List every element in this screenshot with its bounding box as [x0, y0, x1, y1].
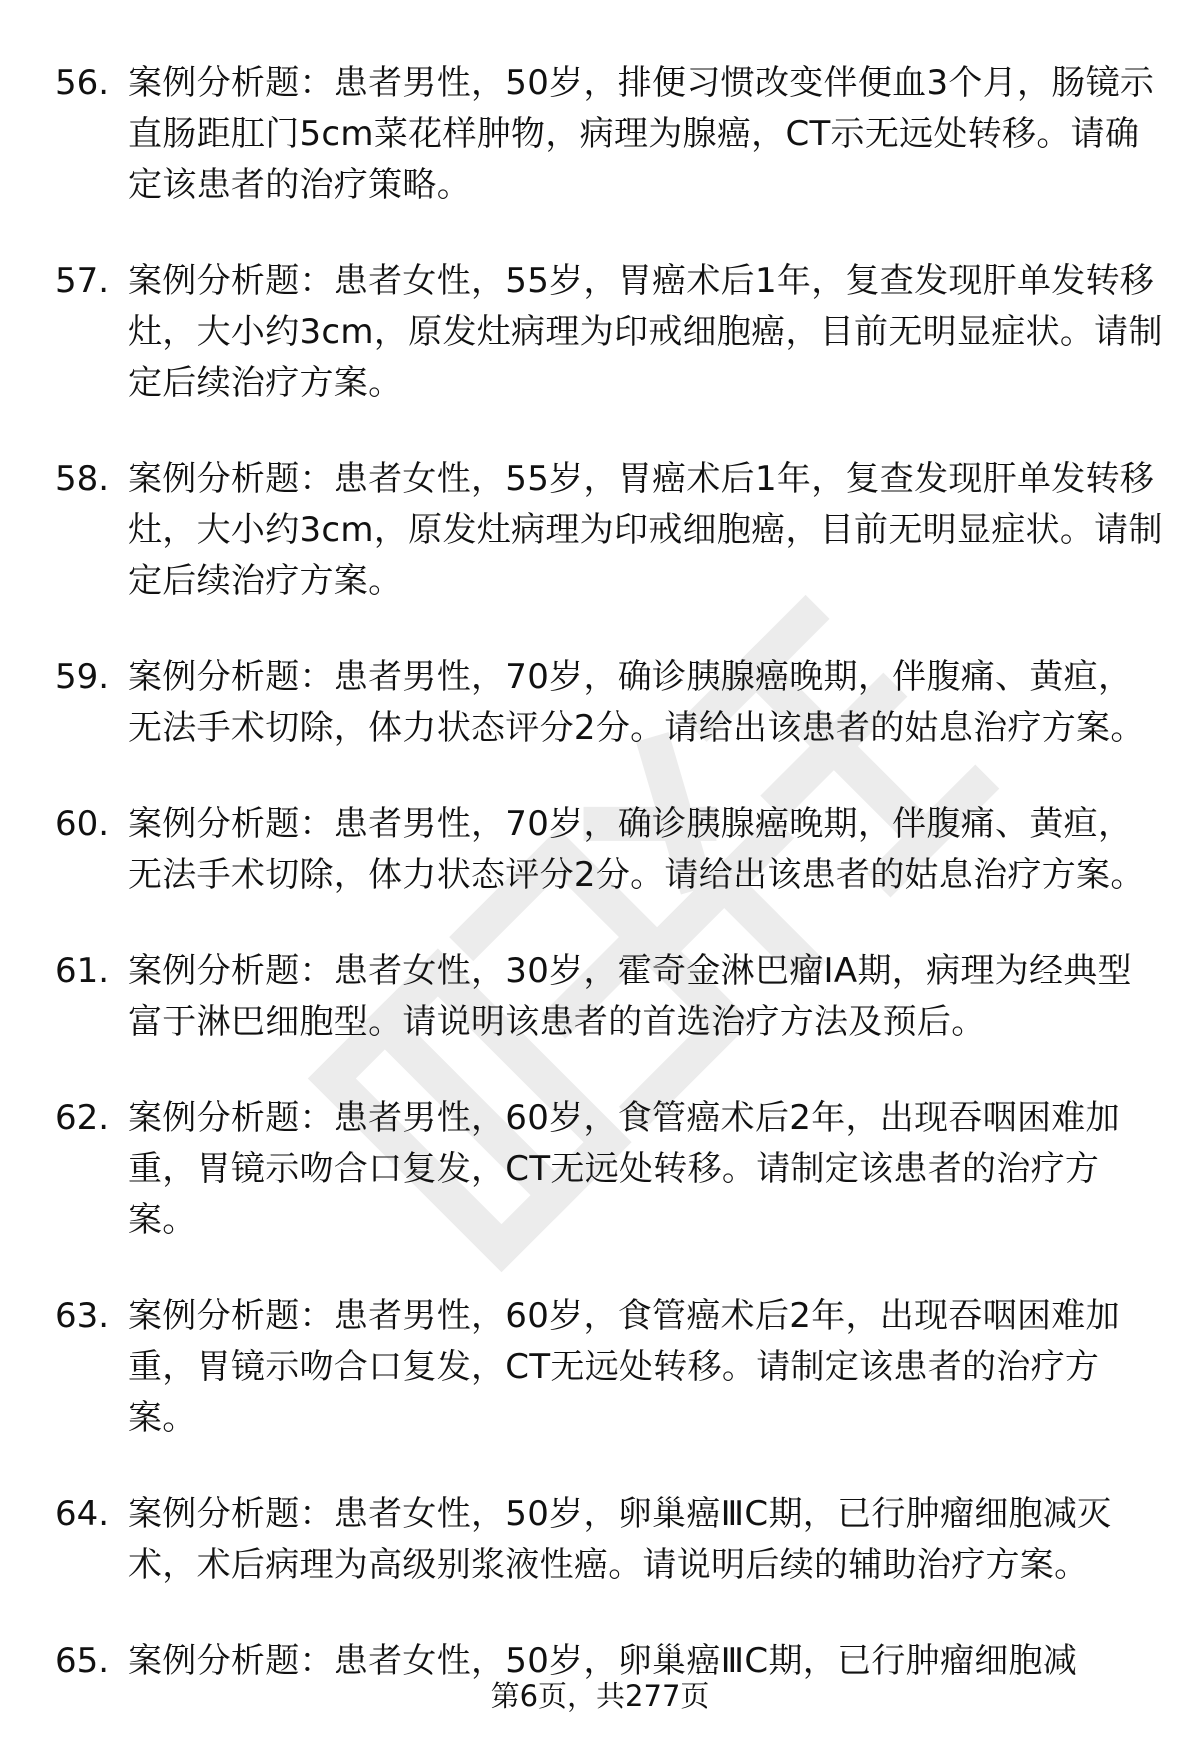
question-item	[0, 652, 1200, 754]
question-number: 61.	[55, 951, 110, 991]
question-item	[0, 1489, 1200, 1591]
question-text: 案例分析题：患者女性，30岁，霍奇金淋巴瘤ⅠA期，病理为经典型富于淋巴细胞型。请说明该患者的首选治疗方法及预后。	[128, 951, 1132, 1042]
question-list	[0, 58, 1200, 1732]
question-number: 62.	[55, 1098, 110, 1138]
question-item	[0, 1291, 1200, 1444]
question-item	[0, 58, 1200, 211]
question-text: 案例分析题：患者女性，55岁，胃癌术后1年，复查发现肝单发转移灶，大小约3cm，原发灶病理为印戒细胞癌，目前无明显症状。请制定后续治疗方案。	[128, 459, 1163, 601]
question-text: 案例分析题：患者男性，50岁，排便习惯改变伴便血3个月，肠镜示直肠距肛门5cm菜花样肿物，病理为腺癌，CT示无远处转移。请确定该患者的治疗策略。	[128, 63, 1155, 205]
question-item	[0, 1093, 1200, 1246]
question-text: 案例分析题：患者女性，55岁，胃癌术后1年，复查发现肝单发转移灶，大小约3cm，原发灶病理为印戒细胞癌，目前无明显症状。请制定后续治疗方案。	[128, 261, 1163, 403]
question-number: 60.	[55, 804, 110, 844]
question-text: 案例分析题：患者男性，60岁，食管癌术后2年，出现吞咽困难加重，胃镜示吻合口复发，CT无远处转移。请制定该患者的治疗方案。	[128, 1296, 1120, 1438]
question-item	[0, 256, 1200, 409]
question-text: 案例分析题：患者女性，50岁，卵巢癌ⅢC期，已行肿瘤细胞减灭术，术后病理为高级别浆液性癌。请说明后续的辅助治疗方案。	[128, 1494, 1112, 1585]
question-item	[0, 799, 1200, 901]
question-text: 案例分析题：患者男性，70岁，确诊胰腺癌晚期，伴腹痛、黄疸，无法手术切除，体力状态评分2分。请给出该患者的姑息治疗方案。	[128, 657, 1145, 748]
question-number: 65.	[55, 1641, 110, 1681]
question-text: 案例分析题：患者男性，60岁，食管癌术后2年，出现吞咽困难加重，胃镜示吻合口复发，CT无远处转移。请制定该患者的治疗方案。	[128, 1098, 1120, 1240]
question-number: 63.	[55, 1296, 110, 1336]
page-footer: 第6页，共277页	[490, 1679, 710, 1713]
question-number: 64.	[55, 1494, 110, 1534]
question-text: 案例分析题：患者男性，70岁，确诊胰腺癌晚期，伴腹痛、黄疸，无法手术切除，体力状态评分2分。请给出该患者的姑息治疗方案。	[128, 804, 1145, 895]
question-item	[0, 454, 1200, 607]
question-text: 案例分析题：患者女性，50岁，卵巢癌ⅢC期，已行肿瘤细胞减	[128, 1641, 1078, 1681]
question-number: 59.	[55, 657, 110, 697]
question-number: 58.	[55, 459, 110, 499]
question-number: 57.	[55, 261, 110, 301]
question-item	[0, 946, 1200, 1048]
question-number: 56.	[55, 63, 110, 103]
